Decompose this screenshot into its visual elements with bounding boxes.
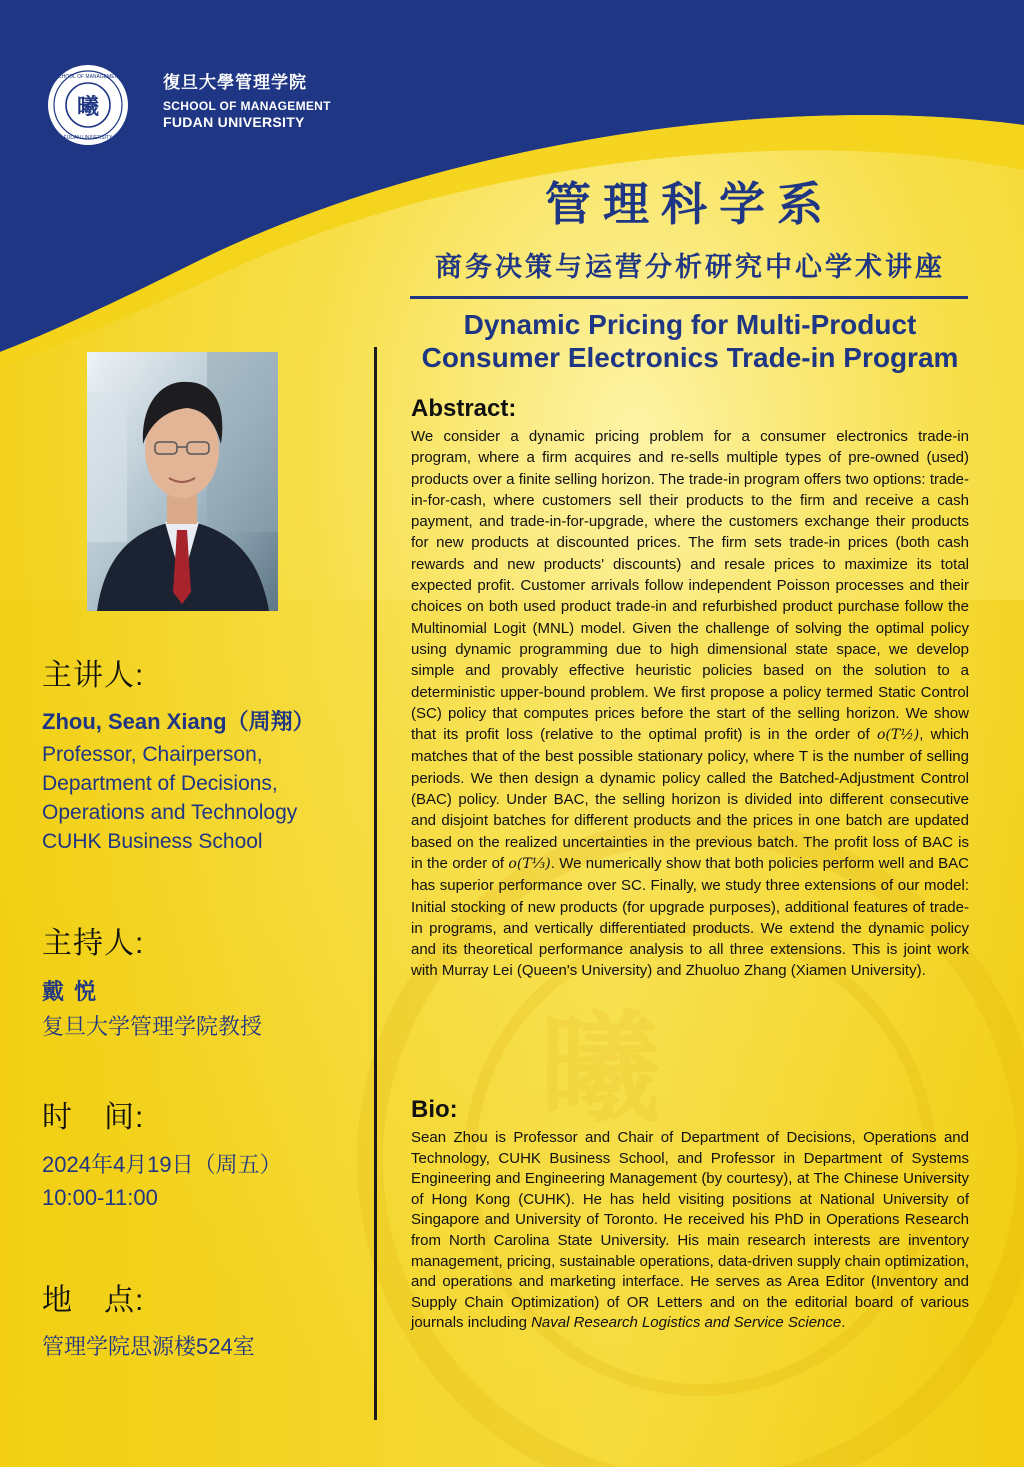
speaker-affiliation-line: Operations and Technology: [42, 801, 298, 824]
school-logo-text: [163, 68, 331, 130]
fudan-seal-logo: [47, 64, 129, 146]
svg-text:SCHOOL OF MANAGEMENT: SCHOOL OF MANAGEMENT: [54, 74, 122, 80]
bio-heading: Bio:: [411, 1096, 458, 1123]
abstract-text: [411, 426, 969, 982]
svg-text:曦: 曦: [540, 998, 660, 1139]
event-hours: 10:00-11:00: [42, 1185, 158, 1210]
speaker-affiliation-line: CUHK Business School: [42, 830, 263, 853]
speaker-photo: [87, 352, 278, 611]
speaker-name: Zhou, Sean Xiang（周翔）: [42, 709, 315, 734]
speaker-affiliation-line: Department of Decisions,: [42, 772, 278, 795]
abstract-text-part-3: . We numerically show that both policies perform well and BAC has superior performance over SC. Finally, we study three extensions of our model: Initial stocking of new products (for upgrade purposes), additional features of trade-in programs, and vertically differentiated products. We extend the dynamic policy and its theoretical performance analysis to all three extensions. This is joint work with Murray Lei (Queen's University) and Zhuoluo Zhang (Xiamen University).: [411, 854, 969, 980]
bio-text-end: .: [841, 1314, 846, 1332]
venue-label: 地 点:: [42, 1284, 145, 1317]
bio-journals: Naval Research Logistics and Service Science: [531, 1314, 842, 1332]
math-expression-1: o(T½): [876, 727, 920, 744]
host-title: 复旦大学管理学院教授: [42, 1014, 263, 1039]
host-name: 戴悦: [42, 979, 107, 1004]
svg-text:曦: 曦: [76, 94, 100, 120]
school-name-en-2: FUDAN UNIVERSITY: [163, 114, 305, 130]
speaker-affiliation: [42, 740, 297, 856]
math-expression-2: o(T⅓): [508, 855, 551, 872]
host-label: 主持人:: [42, 927, 145, 960]
time-label: 时 间:: [42, 1101, 145, 1134]
talk-title-line-2: Consumer Electronics Trade-in Program: [421, 342, 959, 373]
school-name-cn: 復旦大學管理学院: [163, 73, 307, 93]
bio-text: [411, 1128, 969, 1334]
bio-text-body: Sean Zhou is Professor and Chair of Department of Decisions, Operations and Technology, CUHK Business School, and Professor in Department of Systems Engineering and Engineering Management (by courtesy), at The Chinese University of Hong Kong (CUHK). He has held visiting positions at National University of Singapore and University of Toronto. He received his PhD in Operations Research from North Carolina State University. His main research interests are inventory management, pricing, sustainable operations, data-driven supply chain optimization, and operations and marketing interface. He serves as Area Editor (Inventory and Supply Chain Optimization) of OR Letters and on the editorial board of various journals including: [411, 1129, 969, 1332]
abstract-heading: Abstract:: [411, 395, 517, 422]
abstract-text-part-2: , which matches that of the best possible stationary policy, where T is the number of selling periods. We then design a dynamic policy called the Batched-Adjustment Control (BAC) policy. Under BAC, the selling horizon is divided into different consecutive and disjoint batches for different products and the prices in one batch are updated based on the realized uncertainties in the previous batch. The profit loss of BAC is in the order of: [411, 726, 970, 872]
title-divider: [410, 296, 968, 299]
column-divider: [374, 347, 377, 1420]
department-title: 管理科学系: [545, 177, 835, 231]
speaker-affiliation-line: Professor, Chairperson,: [42, 743, 263, 766]
talk-title: [400, 308, 980, 374]
school-name-en-1: SCHOOL OF MANAGEMENT: [163, 99, 331, 113]
svg-text:FUDAN UNIVERSITY: FUDAN UNIVERSITY: [63, 135, 113, 141]
venue-place: 管理学院思源楼524室: [42, 1334, 255, 1359]
event-date: 2024年4月19日（周五）: [42, 1152, 282, 1177]
talk-title-line-1: Dynamic Pricing for Multi-Product: [463, 309, 917, 340]
lecture-series-title: 商务决策与运营分析研究中心学术讲座: [435, 252, 945, 282]
abstract-text-part-1: We consider a dynamic pricing problem for a consumer electronics trade-in program, where a firm acquires and re-sells multiple types of pre-owned (used) products over a finite selling horizon. The trade-in program offers two options: trade-in-for-cash, where customers sell their products to the firm and receive a cash payment, and trade-in-for-upgrade, where the customers exchange their products for new products at discounted prices. The firm sets trade-in prices (both cash rewards and new products' discounts) and resale prices to maximize its total expected profit. Customer arrivals follow independent Poisson processes and their choices on both used product trade-in and refurbished product purchase follow the Multinomial Logit (MNL) model. Given the challenge of solving the optimal policy using dynamic programming due to high dimensional state space, we develop simple and provably effective heuristic policies based on the solution to a deterministic upper-bound problem. We first propose a policy termed Static Control (SC) policy that computes prices before the start of the selling horizon. We show that its profit loss (relative to the optimal profit) is in the order of: [411, 428, 969, 744]
speaker-label: 主讲人:: [42, 659, 145, 692]
